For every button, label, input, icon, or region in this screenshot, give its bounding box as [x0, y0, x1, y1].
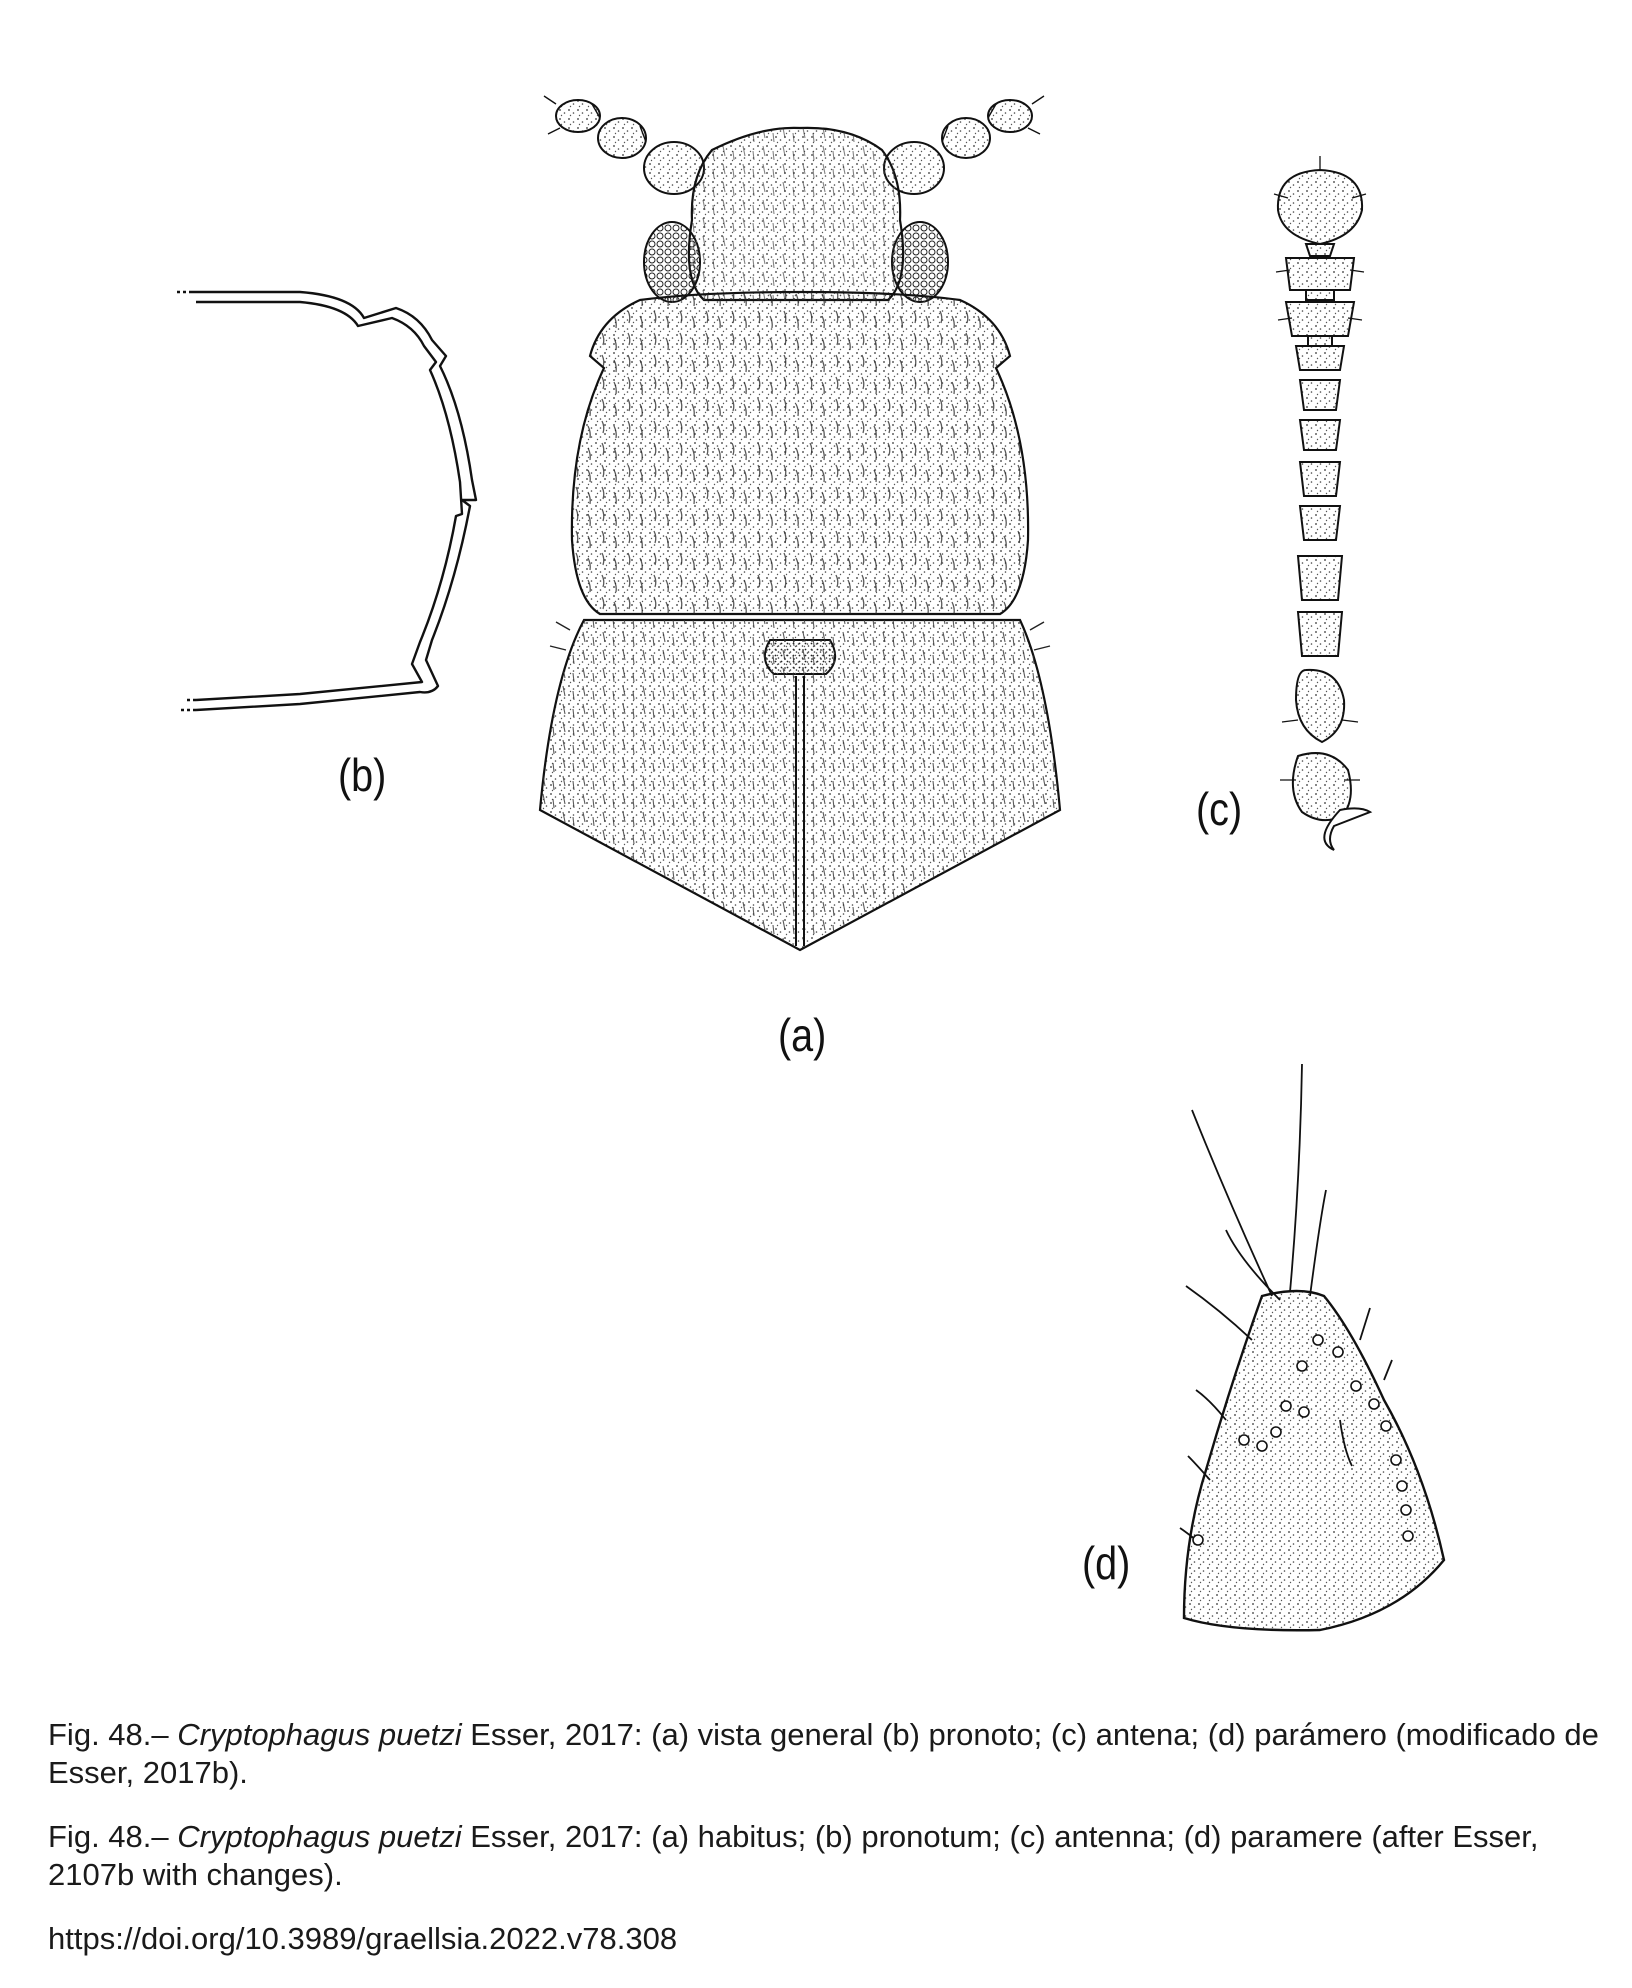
caption-en-prefix: Fig. 48.–: [48, 1819, 178, 1854]
panel-label-c: (c): [1196, 783, 1243, 835]
caption-es-species: Cryptophagus puetzi: [177, 1717, 462, 1752]
panel-label-a: (a): [778, 1009, 827, 1061]
pronotum-outline-illustration: [174, 292, 476, 710]
panel-label-d: (d): [1082, 1537, 1131, 1589]
caption-spanish: [48, 1716, 1608, 1792]
antenna-illustration: [1274, 156, 1370, 850]
caption-english: [48, 1818, 1608, 1894]
doi-link[interactable]: https://doi.org/10.3989/graellsia.2022.v78.308: [48, 1921, 678, 1956]
caption-es-prefix: Fig. 48.–: [48, 1717, 178, 1752]
caption-en-species: Cryptophagus puetzi: [177, 1819, 462, 1854]
panel-label-b: (b): [338, 749, 387, 801]
paramere-illustration: [1180, 1064, 1444, 1630]
caption-en-text: Esser, 2017: (a) habitus; (b) pronotum; (c) antenna; (d) paramere (after Esser, 2107b with changes).: [48, 1819, 1539, 1892]
caption-es-text: Esser, 2017: (a) vista general (b) pronoto; (c) antena; (d) parámero (modificado de Esser, 2017b).: [48, 1717, 1599, 1790]
beetle-habitus-illustration: [540, 96, 1060, 950]
